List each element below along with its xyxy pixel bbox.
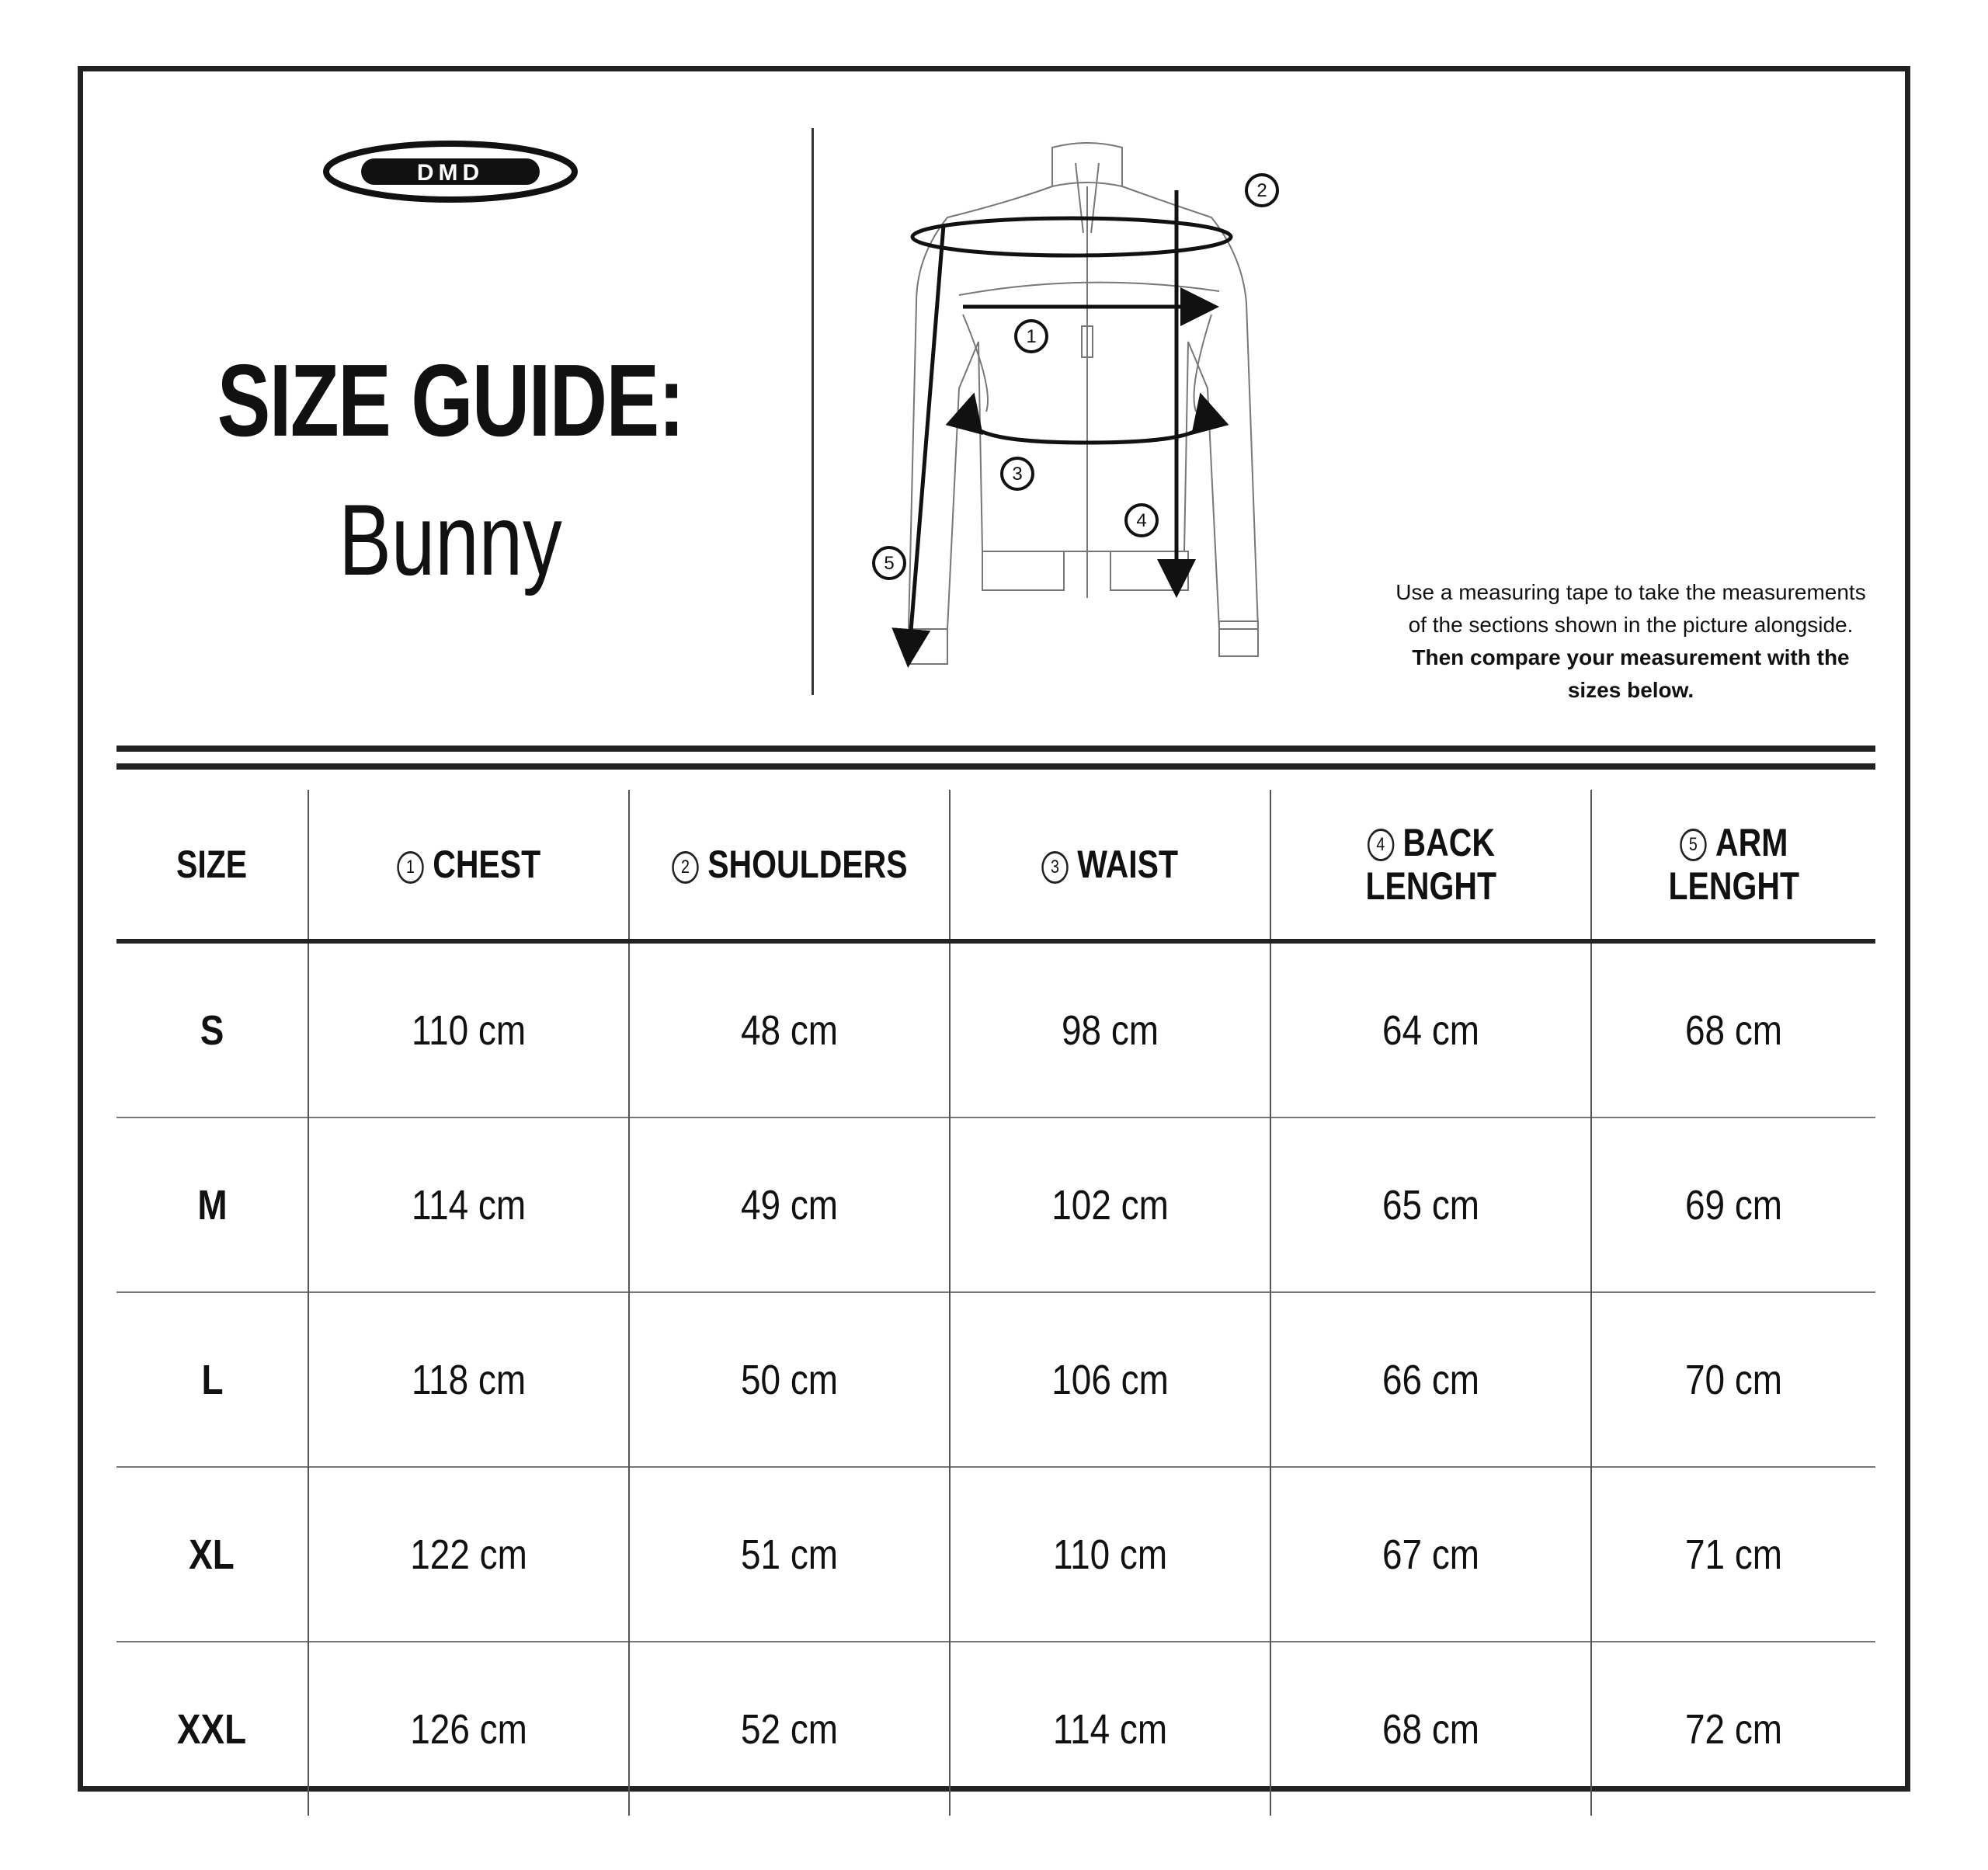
back-length-cell: 64 cm [1270, 941, 1591, 1117]
arm-length-cell: 71 cm [1591, 1467, 1875, 1642]
shoulders-cell: 52 cm [629, 1642, 950, 1816]
size-cell: XL [116, 1467, 308, 1642]
marker-1: 1 [1026, 326, 1037, 347]
chest-cell: 114 cm [308, 1117, 629, 1292]
table-row [116, 1467, 1875, 1642]
waist-cell: 114 cm [950, 1642, 1270, 1816]
header-waist: 3 WAIST [950, 790, 1270, 941]
instructions [1382, 576, 1879, 707]
back-length-cell: 65 cm [1270, 1117, 1591, 1292]
size-cell: M [116, 1117, 308, 1292]
header-shoulders: 2 SHOULDERS [629, 790, 950, 941]
jacket-diagram [854, 132, 1320, 691]
number-5-icon: 5 [1680, 829, 1706, 861]
chest-cell: 110 cm [308, 941, 629, 1117]
shoulders-cell: 49 cm [629, 1117, 950, 1292]
number-4-icon: 4 [1367, 829, 1393, 861]
chest-cell: 122 cm [308, 1467, 629, 1642]
chest-cell: 126 cm [308, 1642, 629, 1816]
table-row [116, 1642, 1875, 1816]
marker-5: 5 [884, 553, 895, 574]
waist-cell: 106 cm [950, 1292, 1270, 1467]
double-rule-top [116, 746, 1875, 752]
number-3-icon: 3 [1042, 851, 1069, 884]
shoulders-cell: 50 cm [629, 1292, 950, 1467]
instructions-line-1: Use a measuring tape to take the measurements [1395, 580, 1866, 604]
instructions-bold-2: sizes below. [1567, 678, 1694, 702]
shoulders-cell: 48 cm [629, 941, 950, 1117]
table-row [116, 1292, 1875, 1467]
table-header-row [116, 790, 1875, 941]
header-size: SIZE [116, 790, 308, 941]
double-rule-bottom [116, 763, 1875, 770]
table-row [116, 941, 1875, 1117]
logo-text: DMD [416, 160, 485, 186]
waist-cell: 102 cm [950, 1117, 1270, 1292]
size-table [116, 790, 1875, 1816]
dmd-logo [322, 140, 579, 203]
instructions-line-2: of the sections shown in the picture alongside. [1408, 613, 1854, 637]
number-1-icon: 1 [397, 851, 423, 884]
table-row [116, 1117, 1875, 1292]
size-cell: L [116, 1292, 308, 1467]
page-title: SIZE GUIDE: [217, 343, 684, 457]
header-arm-length: 5 ARM LENGHT [1591, 790, 1875, 941]
chest-cell: 118 cm [308, 1292, 629, 1467]
waist-cell: 110 cm [950, 1467, 1270, 1642]
marker-2: 2 [1256, 180, 1267, 201]
marker-3: 3 [1012, 464, 1023, 485]
shoulders-cell: 51 cm [629, 1467, 950, 1642]
instructions-bold-1: Then compare your measurement with the [1412, 645, 1850, 669]
marker-4: 4 [1136, 510, 1147, 531]
arm-length-cell: 68 cm [1591, 941, 1875, 1117]
back-length-cell: 68 cm [1270, 1642, 1591, 1816]
number-2-icon: 2 [672, 851, 698, 884]
arm-length-cell: 70 cm [1591, 1292, 1875, 1467]
product-name: Bunny [339, 483, 562, 596]
arm-length-cell: 69 cm [1591, 1117, 1875, 1292]
size-cell: S [200, 1006, 224, 1054]
arm-length-cell: 72 cm [1591, 1642, 1875, 1816]
back-length-cell: 67 cm [1270, 1467, 1591, 1642]
vertical-divider [812, 128, 814, 695]
back-length-cell: 66 cm [1270, 1292, 1591, 1467]
size-cell: XXL [116, 1642, 308, 1816]
header-back-length: 4 BACK LENGHT [1270, 790, 1591, 941]
header-chest: 1 CHEST [308, 790, 629, 941]
waist-cell: 98 cm [950, 941, 1270, 1117]
